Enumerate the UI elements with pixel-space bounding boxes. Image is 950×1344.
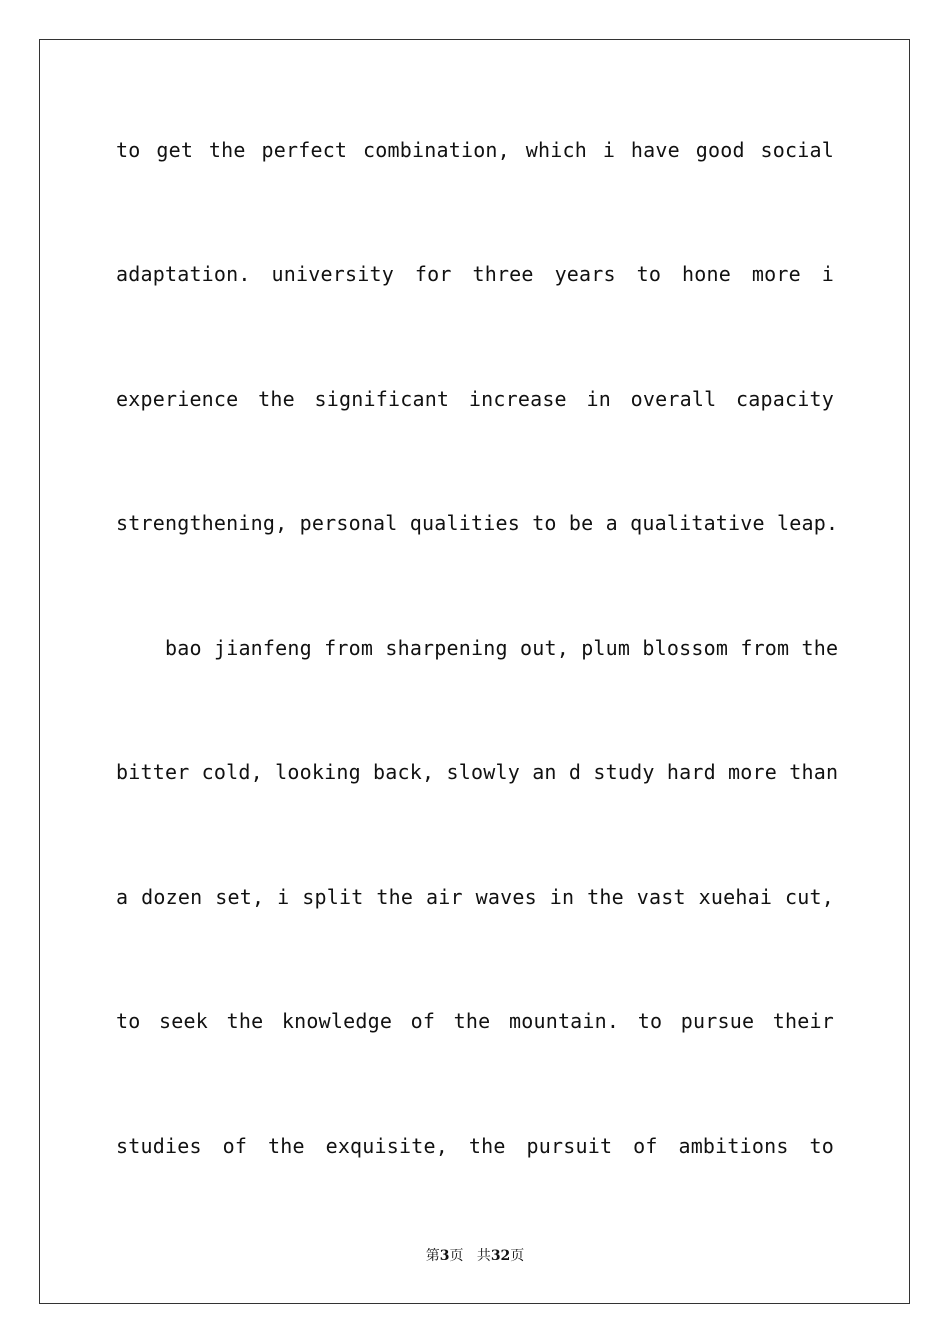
total-pages: 32: [490, 1248, 511, 1264]
page-border: [39, 39, 910, 1304]
page-prefix: 第: [425, 1248, 440, 1264]
body-text-line: a dozen set, i split the air waves in the vast xuehai cut,: [116, 885, 834, 909]
body-text-line: bitter cold, looking back, slowly an d study hard more than: [116, 760, 839, 784]
paragraph-first-line: bao jianfeng from sharpening out, plum blossom from the: [165, 636, 839, 660]
page-footer: [0, 1247, 950, 1265]
body-text-line: studies of the exquisite, the pursuit of ambitions to: [116, 1134, 834, 1158]
body-text-line: to get the perfect combination, which i have good social: [116, 138, 834, 162]
page-number: 3: [439, 1248, 450, 1264]
total-suffix: 页: [510, 1248, 525, 1264]
body-text-line: strengthening, personal qualities to be a qualitative leap.: [116, 511, 839, 535]
body-text-line: adaptation. university for three years to hone more i: [116, 262, 834, 286]
body-text-line: to seek the knowledge of the mountain. to pursue their: [116, 1009, 834, 1033]
body-text-line: experience the significant increase in overall capacity: [116, 387, 834, 411]
page-suffix: 页: [449, 1248, 464, 1264]
total-prefix: 共: [476, 1248, 491, 1264]
